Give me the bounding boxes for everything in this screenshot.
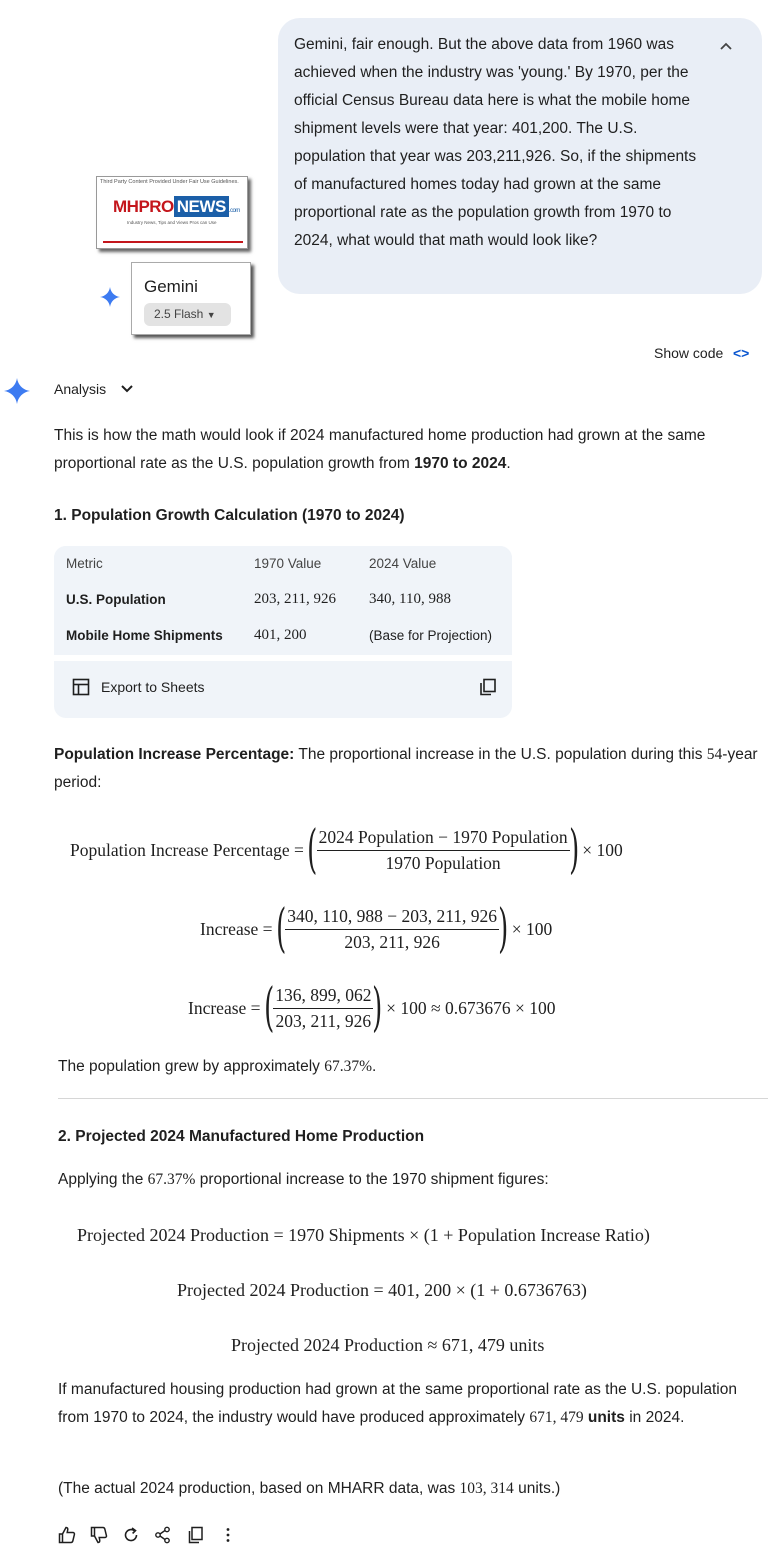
actual-production-note	[58, 1475, 560, 1503]
caret-down-icon: ▼	[206, 310, 216, 320]
intro-paragraph	[54, 422, 764, 478]
applying-b: proportional increase to the 1970 shipment figures:	[195, 1171, 549, 1188]
analysis-toggle[interactable]: Analysis	[54, 381, 107, 397]
eq-tail: × 100 ≈ 0.673676 × 100	[386, 997, 556, 1018]
gemini-spark-icon	[100, 287, 120, 307]
section1-heading: 1. Population Growth Calculation (1970 to 2024)	[54, 507, 405, 524]
data-table	[54, 546, 512, 718]
table-divider	[54, 655, 512, 661]
fraction-denominator: 203, 211, 926	[275, 1010, 372, 1031]
pip-text: The proportional increase in the U.S. population during this	[294, 746, 707, 763]
intro-text: This is how the math would look if 2024 manufactured home production had grown at the same proportional rate as the U.S. population growth from	[54, 427, 706, 472]
equation-pip: Population Increase Percentage = ( $\frac{\text{2024 Population − 1970 Population}}{\text{1970 Population}}$ ) × 100	[70, 820, 623, 880]
intro-bold: 1970 to 2024	[414, 455, 507, 472]
equation-increase-2: Increase = ( $\frac{136, 899, 062}{203, 211, 926}$ ) × 100 ≈ 0.673676 × 100	[188, 978, 556, 1038]
applying-text	[58, 1166, 549, 1194]
code-icon[interactable]: <>	[733, 345, 750, 361]
table-body	[54, 546, 512, 655]
table-cell: 203, 211, 926	[254, 591, 336, 607]
left-paren: (	[307, 820, 318, 880]
applying-a: Applying the	[58, 1171, 148, 1188]
conclusion-b: in 2024.	[624, 1409, 685, 1426]
model-card	[131, 262, 251, 335]
fraction-numerator: 2024 Population − 1970 Population	[317, 827, 570, 851]
fraction-denominator: 1970 Population	[385, 852, 501, 873]
table-header-2024: 2024 Value	[369, 556, 437, 571]
regenerate-icon[interactable]	[122, 1526, 140, 1544]
eq-tail: × 100	[511, 918, 553, 939]
sheets-icon[interactable]	[72, 678, 90, 696]
model-version-label: 2.5 Flash	[154, 307, 204, 321]
applying-value: 67.37%	[147, 1171, 196, 1188]
copy-icon[interactable]	[479, 678, 497, 696]
chevron-up-icon[interactable]	[715, 36, 737, 58]
user-message-bubble	[278, 18, 762, 294]
divider	[58, 1098, 768, 1099]
pop-grew-value: 67.37%	[324, 1058, 373, 1075]
left-paren: (	[263, 978, 275, 1038]
right-paren: )	[568, 820, 579, 880]
pip-years: 54	[706, 746, 723, 763]
actual-a: (The actual 2024 production, based on MHARR data, was	[58, 1480, 460, 1497]
pop-grew-text: The population grew by approximately	[58, 1058, 325, 1075]
actual-value: 103, 314	[459, 1480, 514, 1497]
left-paren: (	[275, 899, 287, 959]
pip-paragraph	[54, 741, 766, 797]
right-paren: )	[372, 978, 383, 1038]
chevron-down-icon[interactable]	[120, 382, 134, 396]
fraction-denominator: 203, 211, 926	[344, 931, 440, 952]
thumbs-up-icon[interactable]	[58, 1526, 76, 1544]
logo-brand-c: .com	[228, 208, 240, 214]
model-name: Gemini	[144, 277, 198, 296]
show-code-button[interactable]: Show code	[654, 345, 724, 361]
logo-tagline: Industry News, Tips and Views Pros can Use	[127, 220, 217, 225]
logo-brand-b: NEWS	[174, 196, 229, 217]
table-cell: 340, 110, 988	[369, 591, 451, 607]
pip-text-b: -year period:	[54, 746, 758, 791]
copy-response-icon[interactable]	[187, 1526, 205, 1544]
logo-brand	[113, 197, 240, 217]
table-header-1970: 1970 Value	[254, 556, 322, 571]
gemini-spark-icon	[4, 378, 30, 404]
eq-lhs: Increase	[200, 918, 259, 939]
fraction-numerator: 340, 110, 988 − 203, 211, 926	[285, 906, 499, 930]
logo-fair-use-text: Third Party Content Provided Under Fair Use Guidelines.	[100, 179, 239, 185]
table-header-metric: Metric	[66, 556, 103, 571]
population-grew-text	[58, 1053, 376, 1081]
fraction	[285, 906, 499, 953]
pip-bold: Population Increase Percentage:	[54, 746, 295, 763]
eq-tail: × 100	[582, 839, 623, 860]
right-paren: )	[498, 899, 509, 959]
table-cell: 401, 200	[254, 627, 307, 643]
pop-grew-end: .	[372, 1058, 377, 1075]
more-options-icon[interactable]	[219, 1526, 237, 1544]
eq-lhs: Population Increase Percentage	[70, 839, 290, 860]
table-cell: U.S. Population	[66, 592, 166, 607]
section2-heading: 2. Projected 2024 Manufactured Home Production	[58, 1128, 425, 1145]
conclusion-bold: units	[583, 1409, 625, 1426]
share-icon[interactable]	[154, 1526, 172, 1544]
model-version-chip[interactable]	[144, 303, 231, 326]
logo-brand-a: MHPRO	[113, 197, 174, 216]
intro-end: .	[506, 455, 511, 472]
logo-stripes	[103, 225, 243, 245]
equation-projection-formula: Projected 2024 Production = 1970 Shipments × (1 + Population Increase Ratio)	[77, 1225, 650, 1245]
actual-b: units.)	[513, 1480, 561, 1497]
equation-projection-substituted: Projected 2024 Production = 401, 200 × (1 + 0.6736763)	[177, 1280, 587, 1300]
equation-projection-result: Projected 2024 Production ≈ 671, 479 units	[231, 1335, 545, 1355]
eq-lhs: Increase	[188, 997, 247, 1018]
conclusion-value: 671, 479	[529, 1409, 584, 1426]
user-message-text: Gemini, fair enough. But the above data from 1960 was achieved when the industry was 'young.' By 1970, per the official Census Bureau data here is what the mobile home shipment levels were that year: 401,200. The U.S. population that year was 203,211,926. So, if the shipments of manufactured homes today had grown at the same proportional rate as the population growth from 1970 to 2024, what would that math would look like?	[294, 36, 697, 249]
conclusion-paragraph	[58, 1376, 770, 1432]
export-to-sheets-button[interactable]: Export to Sheets	[101, 679, 205, 695]
conclusion-a: If manufactured housing production had grown at the same proportional rate as the U.S. population from 1970 to 2024, the industry would have produced approximately	[58, 1381, 737, 1426]
fraction-numerator: 136, 899, 062	[273, 985, 373, 1009]
mhpronews-logo	[96, 176, 248, 249]
fraction	[317, 827, 570, 874]
equation-increase-1: Increase = ( $\frac{340, 110, 988 - 203, 211, 926}{203, 211, 926}$ ) × 100	[200, 899, 553, 959]
table-cell: (Base for Projection)	[369, 628, 493, 643]
fraction	[273, 985, 373, 1032]
thumbs-down-icon[interactable]	[90, 1526, 108, 1544]
table-cell: Mobile Home Shipments	[66, 628, 223, 643]
